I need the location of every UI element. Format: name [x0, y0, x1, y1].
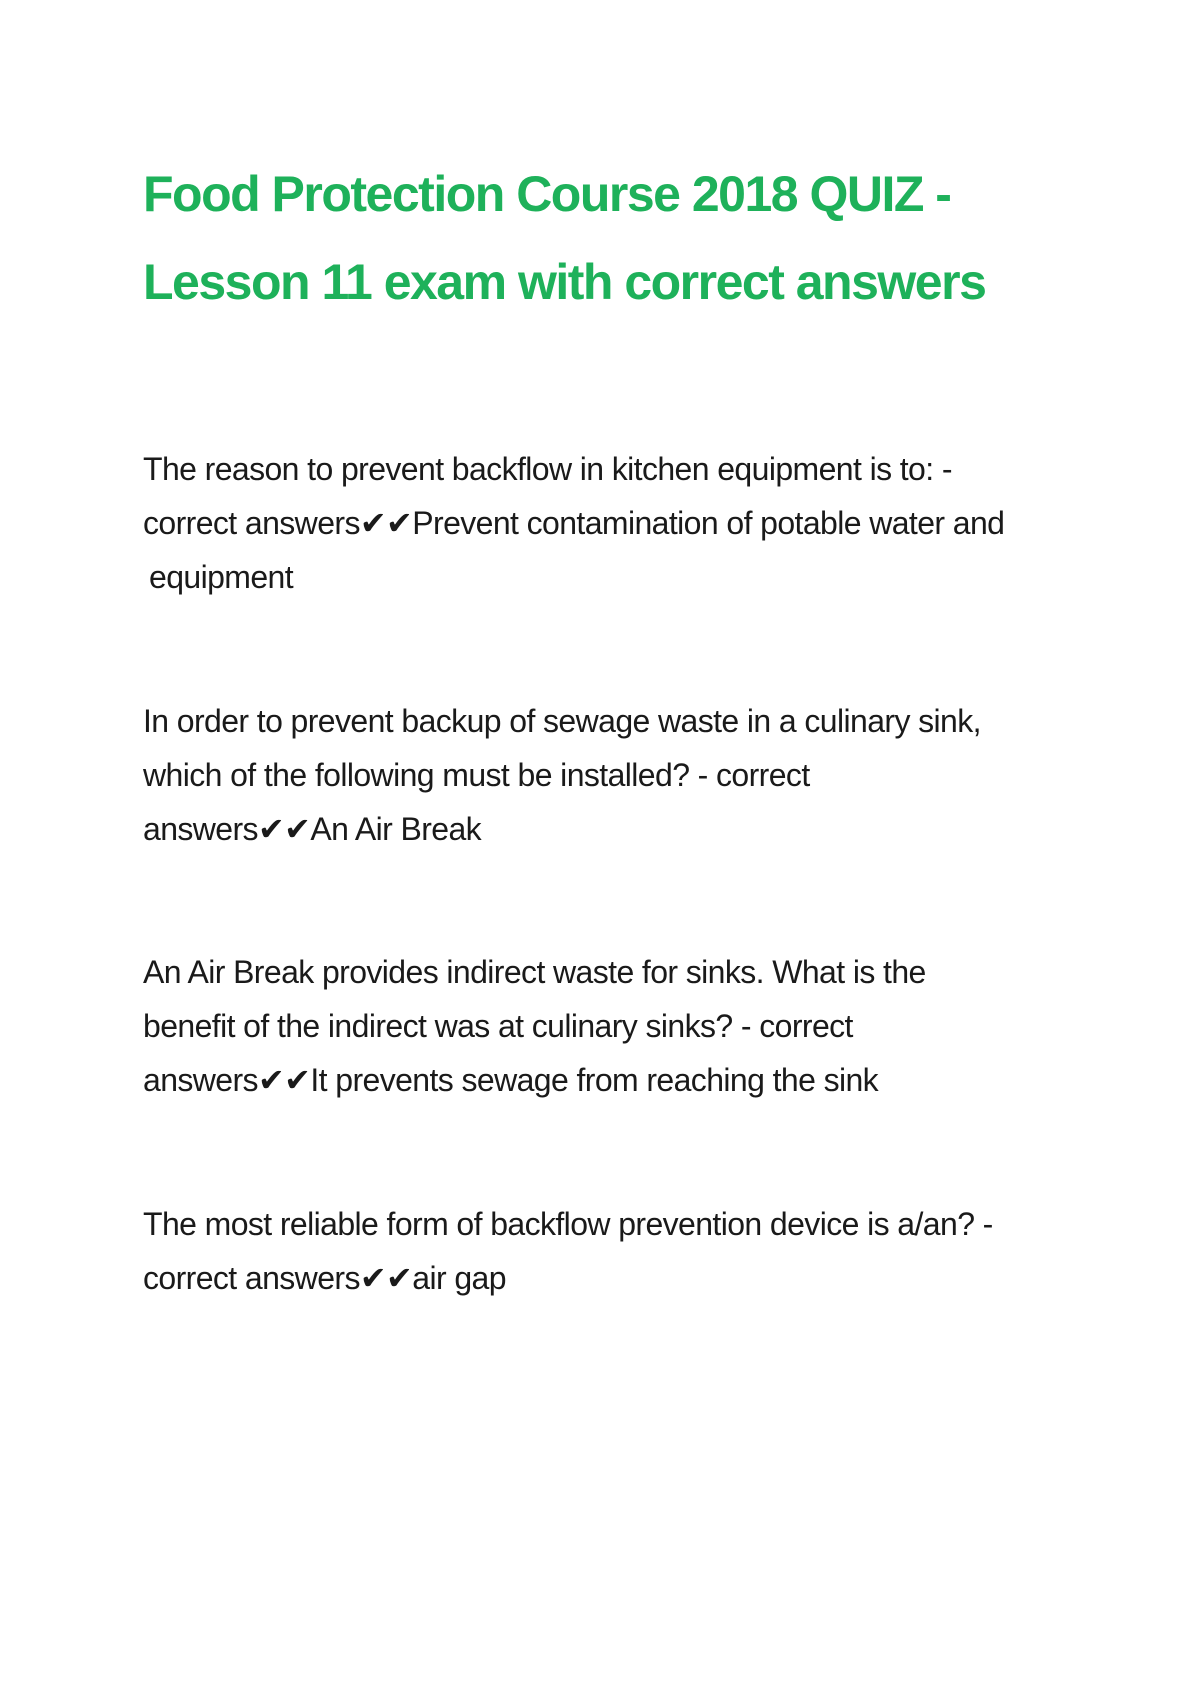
qa-item-4 — [143, 1197, 1093, 1305]
qa-item-2 — [143, 694, 1093, 856]
qa-item-3-line-1: An Air Break provides indirect waste for sinks. What is the — [143, 954, 926, 990]
qa-item-2-line-2: which of the following must be installed? - correct — [143, 757, 810, 793]
qa-item-2-line-1: In order to prevent backup of sewage waste in a culinary sink, — [143, 703, 981, 739]
qa-item-2-line-3: answers✔✔An Air Break — [143, 811, 482, 847]
qa-item-3-line-2: benefit of the indirect was at culinary sinks? - correct — [143, 1008, 853, 1044]
qa-item-1-line-3: equipment — [149, 559, 294, 595]
document-title-line-1: Food Protection Course 2018 QUIZ - — [143, 166, 951, 222]
document-title — [143, 150, 1043, 326]
document-title-line-2: Lesson 11 exam with correct answers — [143, 254, 986, 310]
qa-item-3-line-3: answers✔✔It prevents sewage from reaching the sink — [143, 1062, 879, 1098]
qa-item-1-line-1: The reason to prevent backflow in kitchen equipment is to: - — [143, 451, 952, 487]
qa-item-1-line-2: correct answers✔✔Prevent contamination of potable water and — [143, 505, 1005, 541]
qa-item-4-line-1: The most reliable form of backflow prevention device is a/an? - — [143, 1206, 993, 1242]
qa-item-1 — [143, 442, 1093, 604]
qa-item-3 — [143, 945, 1093, 1107]
qa-item-4-line-2: correct answers✔✔air gap — [143, 1260, 506, 1296]
